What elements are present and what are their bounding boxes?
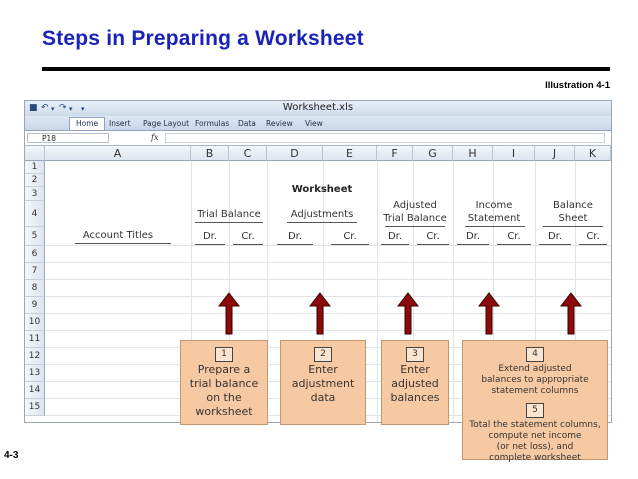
- step-text: [181, 363, 267, 419]
- income-heading-line2: Statement: [467, 213, 521, 224]
- column-header-a[interactable]: A: [45, 146, 191, 161]
- step-text-line: Total the statement columns,: [469, 420, 601, 430]
- row-header-15[interactable]: 15: [25, 399, 45, 416]
- underline: [331, 244, 369, 245]
- underline: [75, 243, 171, 244]
- column-header-b[interactable]: B: [191, 146, 229, 161]
- adjusted-dr: Dr.: [387, 231, 403, 242]
- title-divider: [42, 67, 610, 71]
- page-number: 4-3: [4, 450, 19, 461]
- step-box-1: [180, 340, 268, 425]
- balance-cr: Cr.: [586, 231, 600, 242]
- underline: [195, 222, 263, 223]
- step-text-line: worksheet: [195, 405, 253, 418]
- grid-line: [45, 245, 611, 246]
- income-dr: Dr.: [465, 231, 481, 242]
- step-number: 4: [526, 347, 544, 362]
- row-header-6[interactable]: 6: [25, 246, 45, 263]
- adjustments-dr: Dr.: [287, 231, 303, 242]
- column-header-d[interactable]: D: [267, 146, 323, 161]
- up-arrow-icon: [397, 292, 419, 335]
- step-text-line: Prepare a: [197, 363, 251, 376]
- row-header-1[interactable]: 1: [25, 161, 45, 174]
- balance-dr: Dr.: [547, 231, 563, 242]
- grid-line: [45, 262, 611, 263]
- row-header-11[interactable]: 11: [25, 331, 45, 348]
- worksheet-heading: Worksheet: [291, 184, 353, 195]
- trial-balance-cr: Cr.: [241, 231, 255, 242]
- step-text: [463, 364, 607, 397]
- balance-heading-line2: Sheet: [558, 213, 588, 224]
- adjusted-heading-line2: Trial Balance: [383, 213, 447, 224]
- row-header-3[interactable]: 3: [25, 187, 45, 201]
- column-header-h[interactable]: H: [453, 146, 493, 161]
- undo-icon[interactable]: ↶: [41, 103, 49, 113]
- adjustments-cr: Cr.: [343, 231, 357, 242]
- step-text: [463, 420, 607, 464]
- row-header-10[interactable]: 10: [25, 314, 45, 331]
- adjustments-heading: Adjustments: [290, 209, 354, 220]
- up-arrow-icon: [309, 292, 331, 335]
- underline: [277, 244, 313, 245]
- underline: [457, 244, 489, 245]
- row-header-14[interactable]: 14: [25, 382, 45, 399]
- underline: [381, 244, 409, 245]
- name-box[interactable]: P18: [27, 133, 109, 143]
- tab-page-layout[interactable]: Page Layout: [143, 119, 190, 128]
- step-text-line: on the: [206, 391, 242, 404]
- ribbon-tabs: [25, 116, 611, 131]
- adjusted-heading-line1: Adjusted: [393, 200, 437, 211]
- formula-input[interactable]: [165, 133, 605, 143]
- underline: [539, 244, 571, 245]
- row-header-5[interactable]: 5: [25, 227, 45, 246]
- tab-insert[interactable]: Insert: [109, 119, 131, 128]
- trial-balance-heading: Trial Balance: [197, 209, 261, 220]
- customize-toolbar-icon[interactable]: ▾: [81, 105, 85, 113]
- tab-formulas[interactable]: Formulas: [195, 119, 230, 128]
- step-text-line: Enter: [308, 363, 338, 376]
- step-text-line: complete worksheet: [489, 453, 581, 463]
- row-header-7[interactable]: 7: [25, 263, 45, 280]
- step-text-line: compute net income: [488, 431, 582, 441]
- slide-title: Steps in Preparing a Worksheet: [42, 27, 364, 50]
- income-cr: Cr.: [507, 231, 521, 242]
- up-arrow-icon: [560, 292, 582, 335]
- column-header-e[interactable]: E: [323, 146, 377, 161]
- tab-data[interactable]: Data: [238, 119, 256, 128]
- insert-function-icon[interactable]: fx: [151, 133, 159, 142]
- account-titles-label: Account Titles: [82, 230, 154, 241]
- excel-title-bar: [25, 101, 611, 116]
- income-heading-line1: Income: [475, 200, 513, 211]
- step-text-line: statement columns: [491, 386, 579, 396]
- row-header-2[interactable]: 2: [25, 174, 45, 187]
- up-arrow-icon: [218, 292, 240, 335]
- underline: [385, 226, 445, 227]
- column-header-g[interactable]: G: [413, 146, 453, 161]
- step-text: [382, 363, 448, 405]
- underline: [195, 244, 225, 245]
- trial-balance-dr: Dr.: [202, 231, 218, 242]
- step-text-line: Enter: [400, 363, 430, 376]
- tab-home[interactable]: Home: [69, 117, 105, 130]
- row-header-4[interactable]: 4: [25, 201, 45, 227]
- redo-dropdown-icon[interactable]: ▾: [69, 105, 73, 113]
- underline: [417, 244, 449, 245]
- row-header-9[interactable]: 9: [25, 297, 45, 314]
- step-text-line: data: [310, 391, 336, 404]
- formula-bar: [25, 131, 611, 146]
- window-title: Worksheet.xls: [282, 102, 354, 113]
- row-header-8[interactable]: 8: [25, 280, 45, 297]
- step-number: 1: [215, 347, 233, 362]
- column-header-j[interactable]: J: [535, 146, 575, 161]
- step-text-line: adjustment: [291, 377, 355, 390]
- redo-icon[interactable]: ↷: [59, 103, 67, 113]
- column-header-k[interactable]: K: [575, 146, 611, 161]
- step-text-line: balances: [390, 391, 440, 404]
- column-header-c[interactable]: C: [229, 146, 267, 161]
- balance-heading-line1: Balance: [553, 200, 593, 211]
- step-text-line: Extend adjusted: [498, 364, 572, 374]
- step-box-3: [381, 340, 449, 425]
- underline: [579, 244, 607, 245]
- step-text-line: trial balance: [189, 377, 259, 390]
- step-text-line: (or net loss), and: [496, 442, 574, 452]
- step-number: 5: [526, 403, 544, 418]
- adjusted-cr: Cr.: [426, 231, 440, 242]
- row-header-12[interactable]: 12: [25, 348, 45, 365]
- step-text-line: balances to appropriate: [481, 375, 589, 385]
- underline: [497, 244, 531, 245]
- grid-line: [45, 279, 611, 280]
- save-icon[interactable]: ■: [29, 103, 38, 113]
- underline: [287, 222, 357, 223]
- tab-view[interactable]: View: [305, 119, 323, 128]
- illustration-label: Illustration 4-1: [545, 80, 610, 91]
- step-text-line: adjusted: [391, 377, 439, 390]
- underline: [233, 244, 263, 245]
- row-header-13[interactable]: 13: [25, 365, 45, 382]
- underline: [543, 226, 603, 227]
- step-number: 3: [406, 347, 424, 362]
- step-box-4-5: [462, 340, 608, 463]
- step-text: [281, 363, 365, 405]
- column-header-f[interactable]: F: [377, 146, 413, 161]
- step-number: 2: [314, 347, 332, 362]
- column-header-i[interactable]: I: [493, 146, 535, 161]
- undo-dropdown-icon[interactable]: ▾: [51, 105, 55, 113]
- underline: [465, 226, 525, 227]
- step-box-2: [280, 340, 366, 425]
- select-all-corner[interactable]: [25, 146, 45, 161]
- tab-review[interactable]: Review: [266, 119, 293, 128]
- up-arrow-icon: [478, 292, 500, 335]
